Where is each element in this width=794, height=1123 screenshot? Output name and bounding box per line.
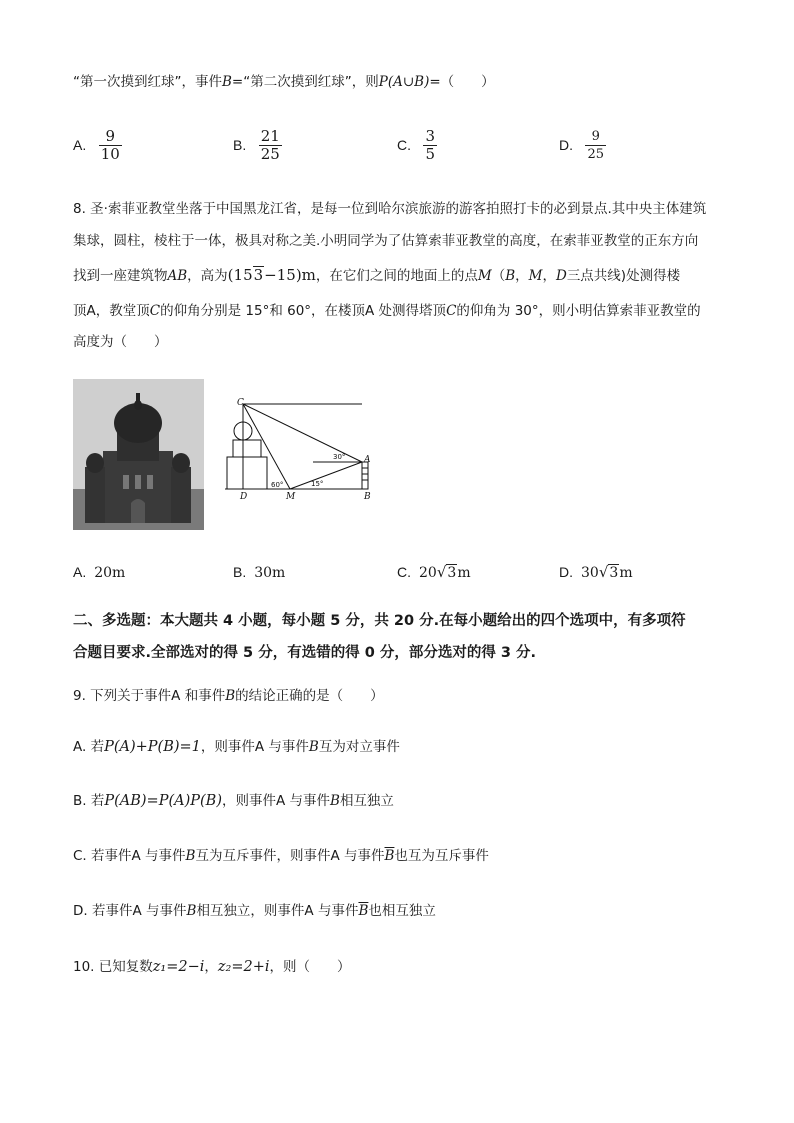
q8-line-2: 集球，圆柱，棱柱于一体，极具对称之美.小明同学为了估算索菲亚教堂的高度，在索菲亚教堂的正东方向 [73,233,699,249]
q9-option-b[interactable]: B. 若P(AB)=P(A)P(B)，则事件A 与事件B相互独立 [73,793,394,809]
diagram-label-c: C [237,398,244,408]
diagram-label-d: D [240,492,248,502]
q7-event-b: B [222,74,232,90]
q7-option-c-label: C. [397,136,411,153]
section2-header-line-1: 二、多选题：本大题共 4 小题，每小题 5 分，共 20 分.在每小题给出的四个选项中，有多项符 [73,613,686,629]
q7-option-d[interactable] [559,128,606,163]
q7-option-d-fraction: $\frac{9}{25}$ [587,129,604,162]
q7-prefix: “第一次摸到红球”，事件 [73,74,222,90]
q7-option-a[interactable] [73,128,122,163]
diagram-angle-15: 15° [311,480,324,488]
q8-option-c-value: 20√3m [419,563,471,581]
q7-option-a-label: A. [73,136,87,153]
diagram-angle-60: 60° [271,481,284,489]
q8-line-5: 高度为（ ） [73,334,168,350]
section2-header-line-2: 合题目要求.全部选对的得 5 分，有选错的得 0 分，部分选对的得 3 分. [73,645,537,661]
q9-stem: 9. 下列关于事件A 和事件B的结论正确的是（ ） [73,688,384,704]
b-complement: $\overline{B}$ [358,903,369,919]
diagram-label-b: B [364,492,371,502]
q8-option-b[interactable]: B. 30m [233,564,286,581]
q7-eq: = [231,74,244,90]
q8-line-4: 顶A，教堂顶C的仰角分别是 15°和 60°，在楼顶A 处测得塔顶C的仰角为 30°，则小明估算索菲亚教堂的 [73,303,701,319]
q8-option-d[interactable]: D. 30√3m [559,563,633,581]
q9-option-c[interactable]: C. 若事件A 与事件B互为互斥事件，则事件A 与事件$\overline{B}$也互为互斥事件 [73,848,489,864]
q8-option-a-value: 20m [94,565,126,581]
q7-option-b[interactable] [233,128,282,163]
q8-option-a[interactable]: A. 20m [73,564,126,581]
q7-middle: “第二次摸到红球”，则 [243,74,379,90]
q7-option-a-fraction: $\frac{9}{10}$ [100,127,120,163]
q8-line-1: 8. 圣·索菲亚教堂坐落于中国黑龙江省，是每一位到哈尔滨旅游的游客拍照打卡的必到景点.其中央主体建筑 [73,201,707,217]
q10-stem: 10. 已知复数z₁=2−i，z₂=2+i，则（ ） [73,959,351,975]
q7-option-c[interactable] [397,128,437,163]
q7-option-b-fraction: $\frac{21}{25}$ [260,127,280,163]
b-complement: $\overline{B}$ [384,848,395,864]
diagram-angle-30: 30° [333,453,346,461]
q7-suffix: =（ ） [429,74,495,90]
church-photo [73,379,204,530]
q9-option-a[interactable]: A. 若P(A)+P(B)=1，则事件A 与事件B互为对立事件 [73,739,400,755]
q8-option-b-value: 30m [254,565,286,581]
q7-option-d-label: D. [559,136,573,153]
geometry-diagram [225,396,385,506]
q9-option-d[interactable]: D. 若事件A 与事件B相互独立，则事件A 与事件$\overline{B}$也相互独立 [73,903,436,919]
diagram-label-a: A [364,455,371,465]
q7-tail-line [73,72,495,92]
q8-line-3: 找到一座建筑物AB，高为(153−15)m，在它们之间的地面上的点M（B，M，D三点共线)处测得楼 [73,266,681,284]
q8-option-d-value: 30√3m [581,563,633,581]
q7-option-c-fraction: $\frac{3}{5}$ [425,127,435,163]
q7-expr: P(A∪B) [378,74,430,90]
q7-option-b-label: B. [233,136,247,153]
diagram-label-m: M [286,492,296,502]
church-photo-drawing [73,379,204,530]
q8-option-c[interactable]: C. 20√3m [397,563,471,581]
